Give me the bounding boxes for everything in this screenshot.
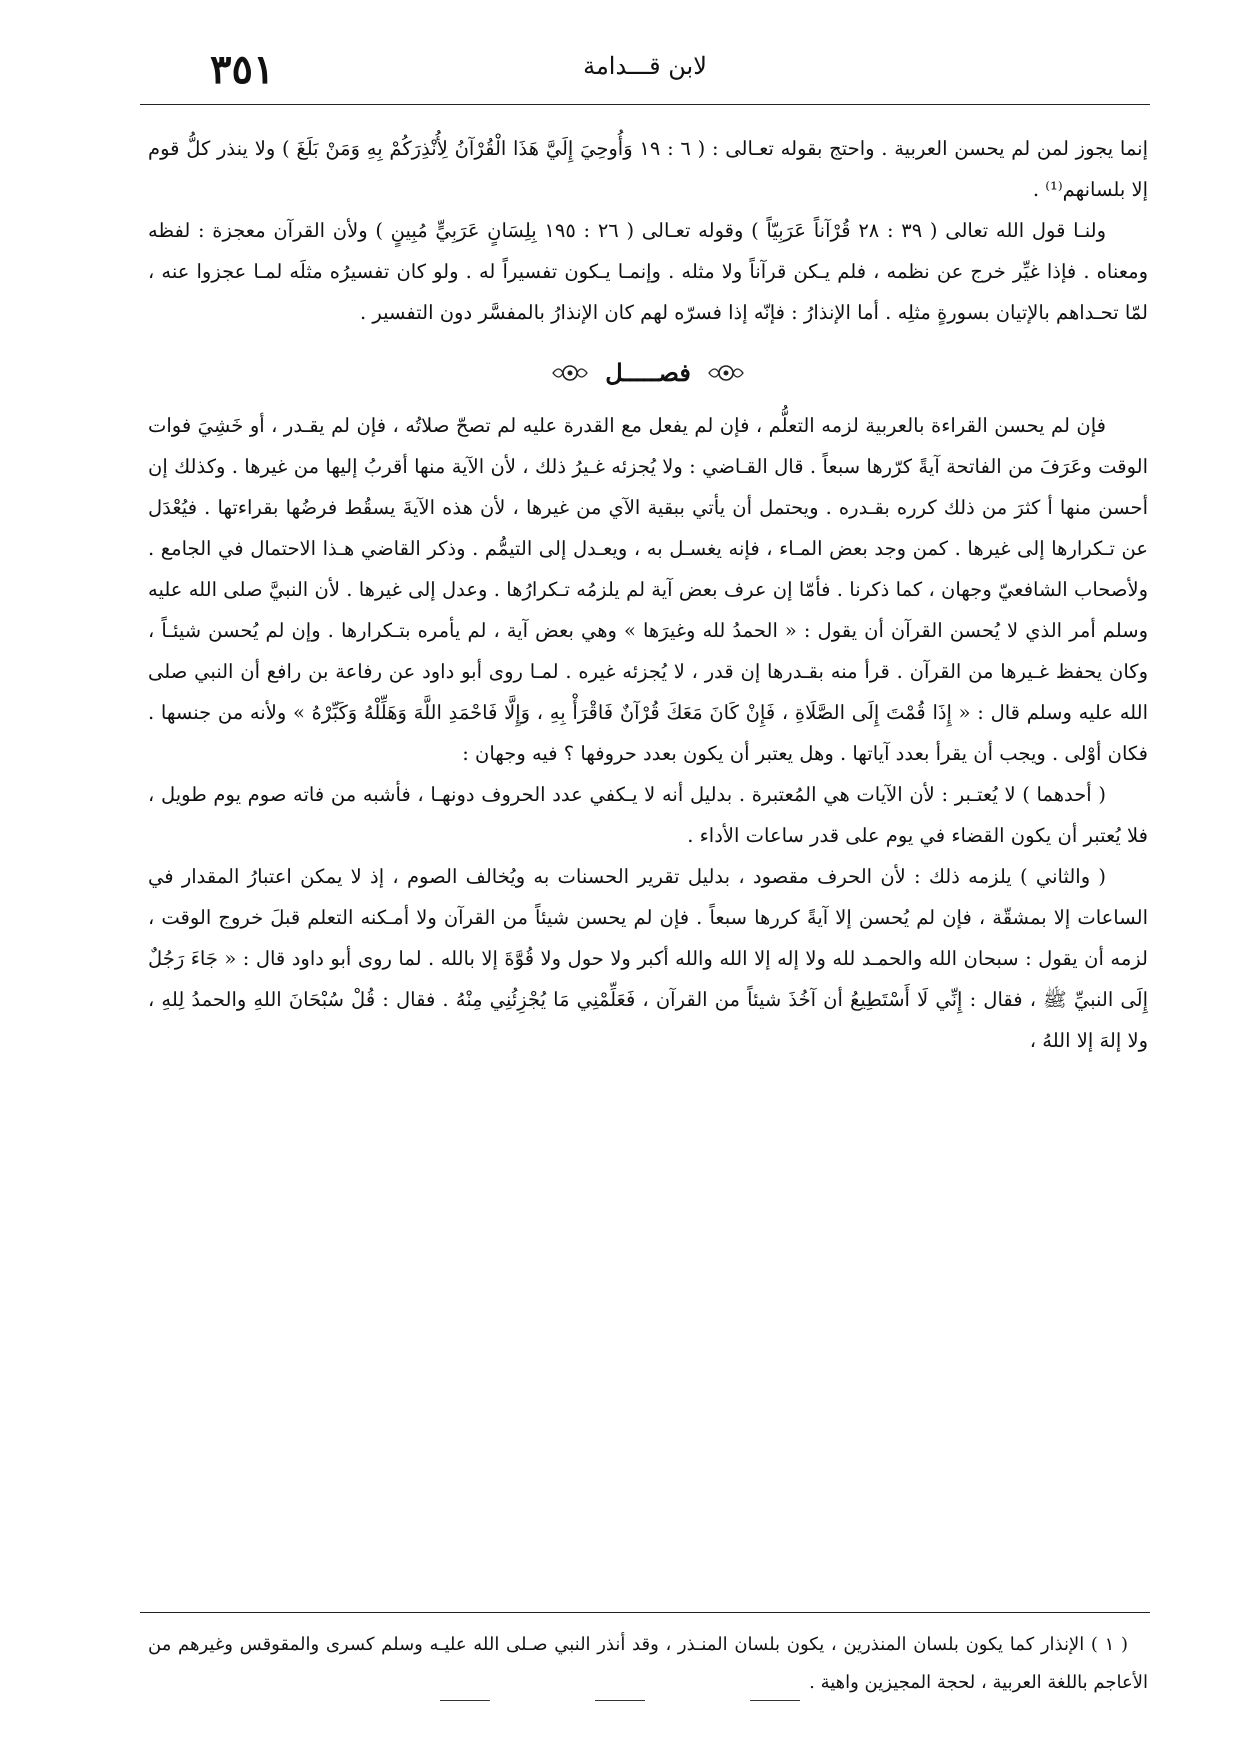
ornament-left-icon [551,361,589,385]
main-text [148,128,1148,1061]
bottom-mark-right [750,1700,800,1701]
page-number: ٣٥١ [210,46,275,93]
section-paragraph-2: ( أحدهما ) لا يُعتـبر : لأن الآيات هي المُعتبرة . بدليل أنه لا يـكفي عدد الحروف دونهـا ، فأشبه من فاته صوم يوم طويل ، فلا يُعتبر أن يكون القضاء في يوم على قدر ساعات الأداء . [148,783,1148,847]
page-header [140,44,1150,104]
paragraph-2: ولنـا قول الله تعالى ( ٣٩ : ٢٨ قُرْآناً عَرَبِيّاً ) وقوله تعـالى ( ٢٦ : ١٩٥ بِلِسَانٍ عَرَبِيٍّ مُبِينٍ ) ولأن القرآن معجزة : لفظه ومعناه . فإذا غيِّر خرج عن نظمه ، فلم يـكن قرآناً ولا مثله . وإنمـا يـكون تفسيراً له . ولو كان تفسيرُه مثلَه لمـا عجزوا عنه ، لمّا تحـداهم بالإتيان بسورةٍ مثلِه . أما الإنذارُ : فإنّه إذا فسرّه لهم كان الإنذارُ بالمفسَّر دون التفسير . [148,219,1148,324]
section-heading-label: فصـــــل [605,357,691,387]
section-paragraph-1: فإن لم يحسن القراءة بالعربية لزمه التعلُّم ، فإن لم يفعل مع القدرة عليه لم تصحّ صلاتُه ، فإن لم يقـدر ، أو خَشِيَ فوات الوقت وعَرَفَ من الفاتحة آيةً كرّرها سبعاً . قال القـاضي : ولا يُجزئه غـيرُ ذلك ، لأن الآية منها أقربُ إليها من غيرها . وكذلك إن أحسن منها أ كثرَ من ذلك كرره بقـدره . ويحتمل أن يأتي ببقية الآي من غيرها ، لأن هذه الآيةَ يسقُط فرضُها بقراءتها . فيُعْدَل عن تـكرارها إلى غيرها . كمن وجد بعض المـاء ، فإنه يغسـل به ، ويعـدل إلى التيمُّم . وذكر القاضي هـذا الاحتمال في الجامع . ولأصحاب الشافعيّ وجهان ، كما ذكرنا . فأمّا إن عرف بعض آية لم يلزمُه تـكرارُها . وعدل إلى غيرها . لأن النبيَّ صلى الله عليه وسلم أمر الذي لا يُحسن القرآن أن يقول : « الحمدُ لله وغيرَها » وهي بعض آية ، لم يأمره بتـكرارها . وإن لم يُحسن شيئـاً ، وكان يحفظ غـيرها من القرآن . قرأ منه بقـدرها إن قدر ، لا يُجزئه غيره . لمـا روى أبو داود عن رفاعة بن رافع أن النبي صلى الله عليه وسلم قال : « إِذَا قُمْتَ إِلَى الصَّلَاةِ ، فَإِنْ كَانَ مَعَكَ قُرْآنٌ فَاقْرَأْ بِهِ ، وَإِلَّا فَاحْمَدِ اللَّهَ وَهَلِّلْهُ وَكَبِّرْهُ » ولأنه من جنسها . فكان أوْلى . ويجب أن يقرأ بعدد آياتها . وهل يعتبر أن يكون بعدد حروفها ؟ فيه وجهان : [148,414,1148,765]
section-heading [148,347,1148,395]
section-paragraph-3: ( والثاني ) يلزمه ذلك : لأن الحرف مقصود ، بدليل تقرير الحسنات به ويُخالف الصوم ، إذ لا يمكن اعتبارُ المقدار في الساعات إلا بمشقّة ، فإن لم يُحسن إلا آيةً كررها سبعاً . فإن لم يحسن شيئاً من القرآن ولا أمـكنه التعلم قبلَ خروج الوقت ، لزمه أن يقول : سبحان الله والحمـد لله ولا إله إلا الله والله أكبر ولا حول ولا قُوَّةَ إلا بالله . لما روى أبو داود قال : « جَاءَ رَجُلٌ إِلَى النبيِّ ﷺ ، فقال : إِنِّي لَا أَسْتَطِيعُ أن آخُذَ شيئاً من القرآن ، فَعَلِّمْنِي مَا يُجْزِئُنِي مِنْهُ . فقال : قُلْ سُبْحَانَ اللهِ والحمدُ لِلهِ ، ولا إلهَ إلا اللهُ ، [148,865,1148,1052]
bottom-marks [420,1700,820,1706]
header-rule [140,104,1150,105]
paragraph-1: إنما يجوز لمن لم يحسن العربية . واحتج بقوله تعـالى : ( ٦ : ١٩ وَأُوحِيَ إِلَيَّ هَذَا الْقُرْآنُ لِأُنْذِرَكُمْ بِهِ وَمَنْ بَلَغَ ) ولا ينذر كلُّ قوم إلا بلسانهم⁽¹⁾ . [148,137,1148,201]
bottom-mark-left [440,1700,490,1701]
footnote-rule [140,1612,1150,1613]
running-title: لابن قـــدامة [583,52,707,80]
footnotes [148,1626,1148,1702]
footnote-1: ( ١ ) الإنذار كما يكون بلسان المنذرين ، يكون بلسان المنـذر ، وقد أنذر النبي صـلى الله عليـه وسلم كسرى والمقوقس وغيرهم من الأعاجم باللغة العربية ، لحجة المجيزين واهية . [148,1634,1148,1693]
bottom-mark-center [595,1700,645,1701]
ornament-right-icon [707,361,745,385]
